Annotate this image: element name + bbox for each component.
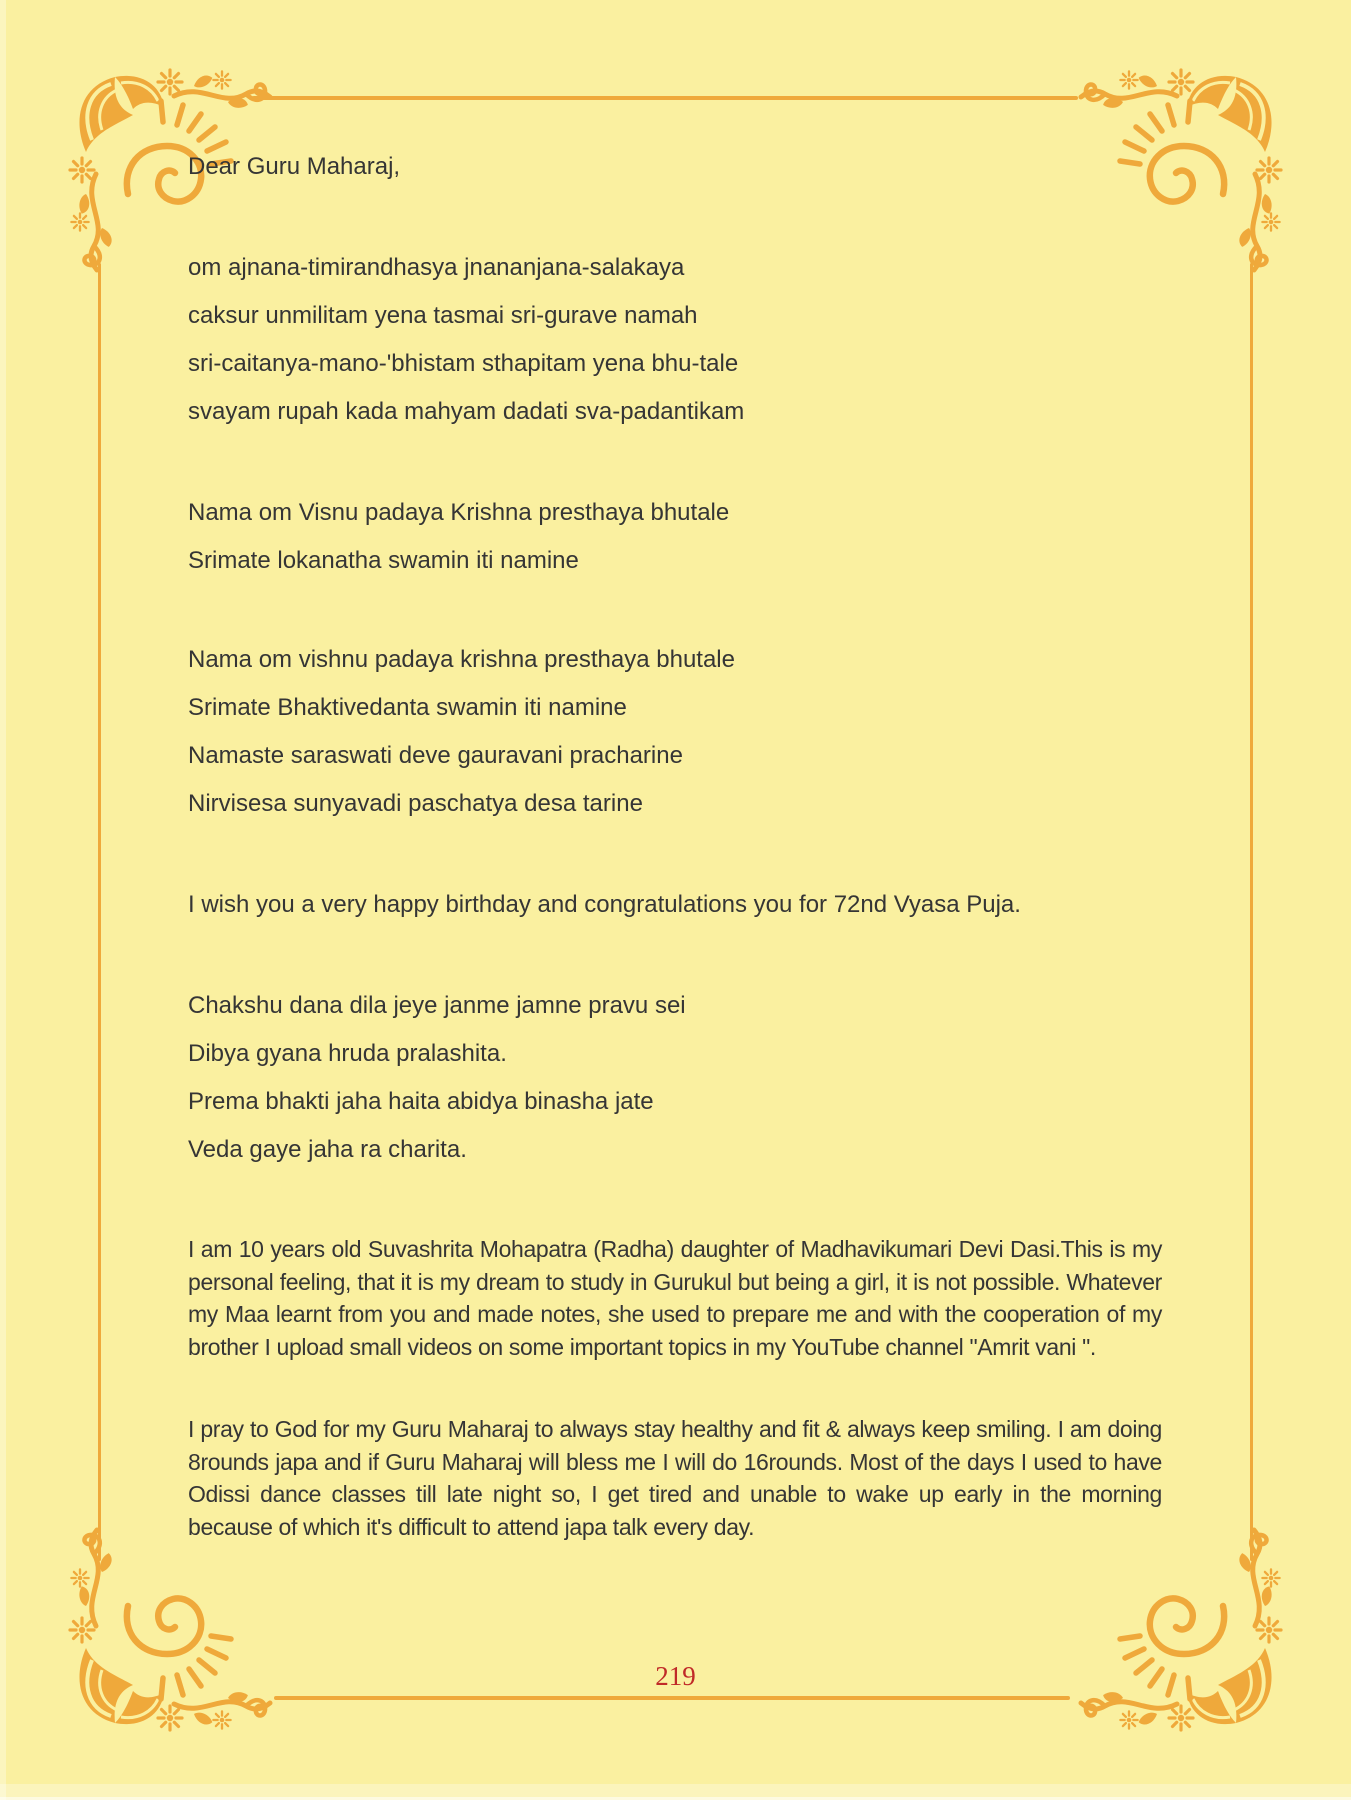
verse-line: svayam rupah kada mahyam dadati sva-padantikam: [188, 398, 745, 425]
verse-line: Srimate Bhaktivedanta swamin iti namine: [188, 694, 627, 721]
verse-line: caksur unmilitam yena tasmai sri-gurave namah: [188, 302, 698, 329]
pranam-verse-lokanatha: [188, 489, 1162, 585]
verse-line: Srimate lokanatha swamin iti namine: [188, 547, 579, 574]
verse-line: Nirvisesa sunyavadi paschatya desa tarine: [188, 790, 643, 817]
paragraph-introduction: I am 10 years old Suvashrita Mohapatra (Radha) daughter of Madhavikumari Devi Dasi.This is my personal feeling, that it is my dream to study in Gurukul but being a girl, it is not possible. Whatever my Maa learnt from you and made notes, she used to prepare me and with the cooperation of my brother I upload small videos on some important topics in my YouTube channel "Amrit vani ".: [188, 1236, 1162, 1360]
page-edge-highlight-left: [0, 0, 6, 1800]
verse-line: Nama om Visnu padaya Krishna presthaya bhutale: [188, 499, 730, 526]
verse-line: Veda gaye jaha ra charita.: [188, 1136, 467, 1163]
salutation: Dear Guru Maharaj,: [188, 153, 401, 180]
border-line-left: [98, 263, 101, 1561]
border-line-top: [252, 96, 1078, 100]
verse-line: Nama om vishnu padaya krishna presthaya bhutale: [188, 646, 735, 673]
verse-line: Chakshu dana dila jeye janme jamne pravu sei: [188, 992, 686, 1019]
border-line-bottom: [274, 1696, 1070, 1700]
verse-line: om ajnana-timirandhasya jnananjana-salakaya: [188, 254, 685, 281]
page-number: 219: [655, 1661, 696, 1691]
paragraph-prayer: I pray to God for my Guru Maharaj to always stay healthy and fit & always keep smiling. I am doing 8rounds japa and if Guru Maharaj will bless me I will do 16rounds. Most of the days I used to have Odissi dance classes till late night so, I get tired and unable to wake up early in the morning because of which it's difficult to attend japa talk every day.: [188, 1416, 1162, 1540]
bengali-verse-chakshu-dana: [188, 982, 1162, 1174]
birthday-wish-line: I wish you a very happy birthday and congratulations you for 72nd Vyasa Puja.: [188, 891, 1021, 918]
verse-line: Namaste saraswati deve gauravani pracharine: [188, 742, 683, 769]
verse-line: sri-caitanya-mano-'bhistam sthapitam yena bhu-tale: [188, 350, 739, 377]
pranam-verse-bhaktivedanta: [188, 636, 1162, 828]
invocation-verse-gurave: [188, 244, 1162, 436]
verse-line: Prema bhakti jaha haita abidya binasha jate: [188, 1088, 654, 1115]
verse-line: Dibya gyana hruda pralashita.: [188, 1040, 507, 1067]
border-line-right: [1250, 263, 1253, 1561]
